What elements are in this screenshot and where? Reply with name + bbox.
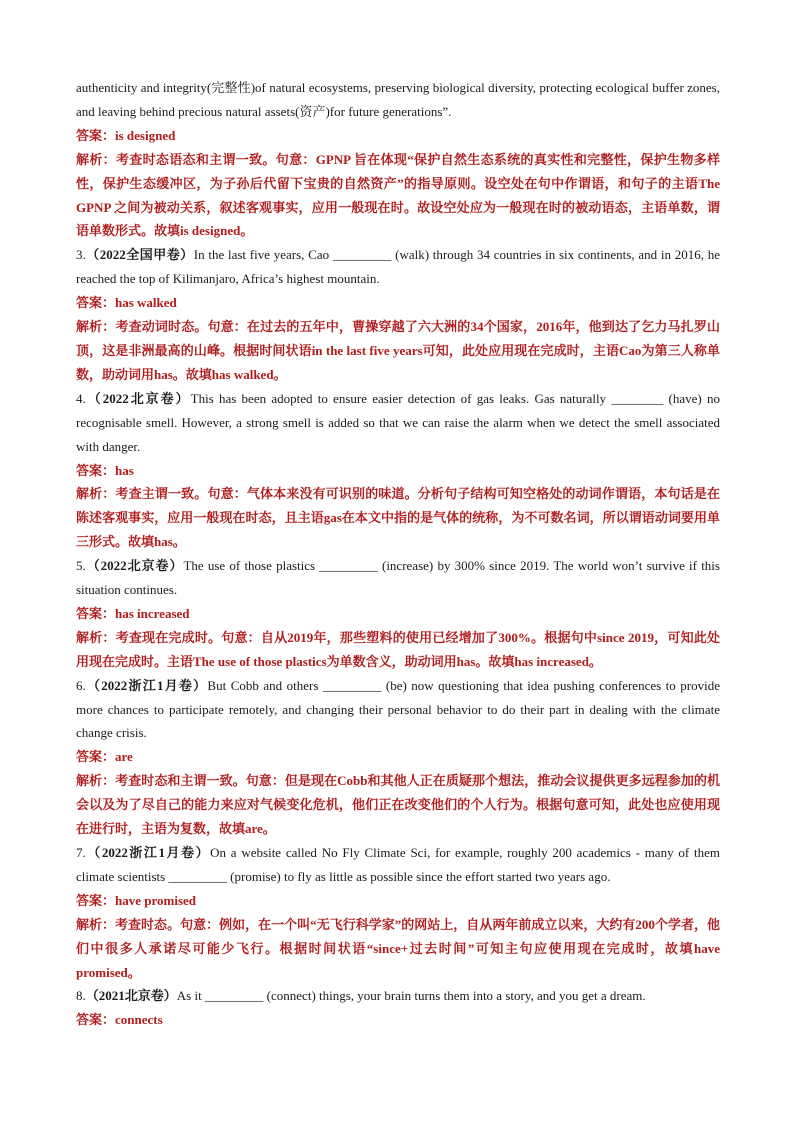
explanation: 解析：考查时态。句意：例如，在一个叫“无飞行科学家”的网站上，自从两年前成立以来，大约有200个学者，他们中很多人承诺尽可能少飞行。根据时间状语“since+过去时间”可知主句应使用现在完成时，故填have promised。 <box>76 916 720 980</box>
question-source: （2022浙江1月卷） <box>85 845 211 860</box>
answer: 答案：has increased <box>76 605 190 621</box>
question-text <box>76 554 720 602</box>
question-source: （2022浙江1月卷） <box>85 677 208 693</box>
question-text <box>76 243 720 291</box>
explanation: 解析：考查时态和主谓一致。句意：但是现在Cobb和其他人正在质疑那个想法，推动会议提供更多远程参加的机会以及为了尽自己的能力来应对气候变化危机，他们正在改变他们的个人行为。根据句意可知，此处也应使用现在进行时，主语为复数，故填are。 <box>76 773 720 837</box>
question-number: 6. <box>76 677 86 693</box>
question-source: （2021北京卷） <box>85 988 177 1004</box>
document-page <box>76 76 720 1032</box>
question-number: 8. <box>76 988 86 1004</box>
question-number: 4. <box>76 390 86 406</box>
answer: 答案：has walked <box>76 295 177 311</box>
question-block <box>76 984 720 1032</box>
question-block <box>76 674 720 841</box>
question-source: （2022全国甲卷） <box>85 247 194 263</box>
question-source: （2022北京卷） <box>85 558 184 574</box>
question-text <box>76 984 720 1008</box>
answer: 答案：connects <box>76 1012 163 1028</box>
answer: 答案：has <box>76 462 134 478</box>
explanation: 解析：考查现在完成时。句意：自从2019年，那些塑料的使用已经增加了300%。根据句中since 2019，可知此处用现在完成时。主语The use of those plastics为单数含义，助动词用has。故填has increased。 <box>76 629 720 669</box>
question-source: （2022北京卷） <box>85 390 191 406</box>
question-body: As it _________ (connect) things, your brain turns them into a story, and you get a dream. <box>176 988 646 1004</box>
question-block <box>76 243 720 386</box>
answer: 答案：is designed <box>76 127 176 143</box>
question-text <box>76 674 720 746</box>
question-number: 5. <box>76 558 86 574</box>
answer: 答案：are <box>76 749 133 765</box>
question-body: On a website called No Fly Climate Sci, for example, roughly 200 academics - many of them climate scientists _________ (promise) to fly as little as possible since the effort started two years ago. <box>76 845 720 884</box>
explanation: 解析：考查主谓一致。句意：气体本来没有可识别的味道。分析句子结构可知空格处的动词作谓语，本句话是在陈述客观事实，应用一般现在时态，且主语gas在本文中指的是气体的统称，为不可数名词，所以谓语动词要用单三形式。故填has。 <box>76 486 720 550</box>
answer: 答案：have promised <box>76 892 197 908</box>
question-block <box>76 387 720 554</box>
question-body: But Cobb and others _________ (be) now questioning that idea pushing conferences to provide more chances to participate remotely, and changing their personal behavior to do their part in dealing with the climate change crisis. <box>76 677 720 741</box>
question-block <box>76 76 720 243</box>
question-number: 7. <box>76 845 86 860</box>
question-block <box>76 841 720 984</box>
question-number: 3. <box>76 247 86 263</box>
explanation: 解析：考查时态语态和主谓一致。句意：GPNP 旨在体现“保护自然生态系统的真实性和完整性，保护生物多样性，保护生态缓冲区，为子孙后代留下宝贵的自然资产”的指导原则。设空处在句中作谓语，和句子的主语The GPNP 之间为被动关系，叙述客观事实，应用一般现在时。故设空处应为一般现在时的被动语态，主语单数，谓语单数形式。故填is designed。 <box>76 151 720 239</box>
explanation: 解析：考查动词时态。句意：在过去的五年中，曹操穿越了六大洲的34个国家，2016年，他到达了乞力马扎罗山顶，这是非洲最高的山峰。根据时间状语in the last five years可知，此处应用现在完成时，主语Cao为第三人称单数，助动词用has。故填has walked。 <box>76 319 720 382</box>
question-body: This has been adopted to ensure easier detection of gas leaks. Gas naturally ________ (have) no recognisable smell. However, a strong smell is added so that we can raise the alarm when we detect the smell associated with danger. <box>76 390 720 454</box>
question-text: authenticity and integrity(完整性)of natural ecosystems, preserving biological diversity, protecting ecological buffer zones, and leaving behind precious natural assets(资产)for future generations”. <box>76 80 720 119</box>
question-block <box>76 554 720 674</box>
question-body: In the last five years, Cao _________ (walk) through 34 countries in six continents, and in 2016, he reached the top of Kilimanjaro, Africa’s highest mountain. <box>76 247 720 287</box>
question-body: The use of those plastics _________ (increase) by 300% since 2019. The world won’t survive if this situation continues. <box>76 558 720 598</box>
question-text <box>76 387 720 459</box>
question-text <box>76 841 720 889</box>
